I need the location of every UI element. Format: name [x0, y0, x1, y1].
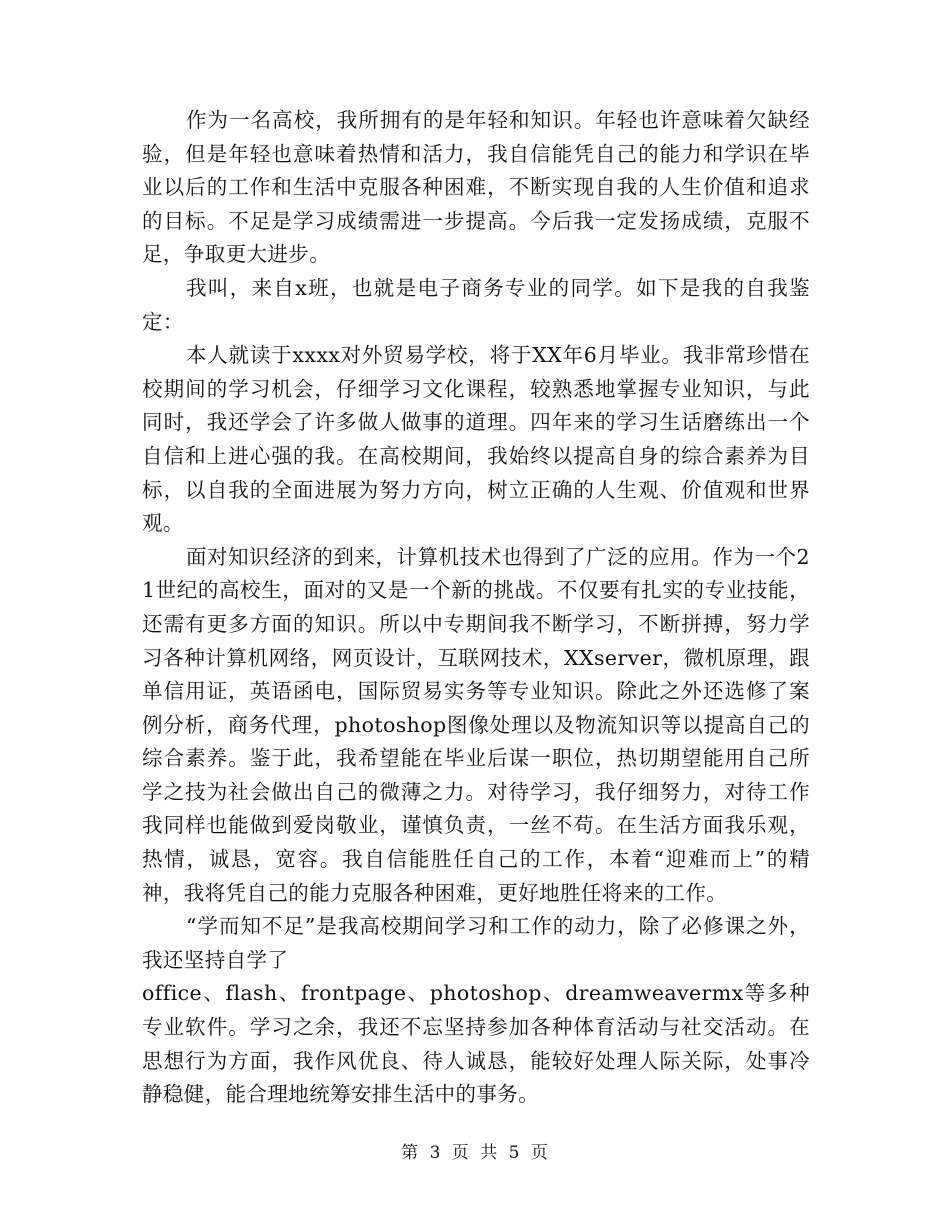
paragraph-2: 我叫，来自x班，也就是电子商务专业的同学。如下是我的自我鉴定： [142, 275, 810, 334]
document-body [142, 104, 810, 1112]
paragraph-6: office、flash、frontpage、photoshop、dreamweavermx等多种专业软件。学习之余，我还不忘坚持参加各种体育活动与社交活动。在思想行为方面，我作风优良、待人诚恳，能较好处理人际关际，处事冷静稳健，能合理地统筹安排生活中的事务。 [142, 981, 810, 1107]
paragraph-4: 面对知识经济的到来，计算机技术也得到了广泛的应用。作为一个21世纪的高校生，面对的又是一个新的挑战。不仅要有扎实的专业技能，还需有更多方面的知识。所以中专期间我不断学习，不断拼搏，努力学习各种计算机网络，网页设计，互联网技术，XXserver，微机原理，跟单信用证，英语函电，国际贸易实务等专业知识。除此之外还选修了案例分析，商务代理，photoshop图像处理以及物流知识等以提高自己的综合素养。鉴于此，我希望能在毕业后谋一职位，热切期望能用自己所学之技为社会做出自己的微薄之力。对待学习，我仔细努力，对待工作我同样也能做到爱岗敬业，谨慎负责，一丝不苟。在生活方面我乐观，热情，诚恳，宽容。我自信能胜任自己的工作，本着“迎难而上”的精神，我将凭自己的能力克服各种困难，更好地胜任将来的工作。 [142, 544, 810, 905]
paragraph-1: 作为一名高校，我所拥有的是年轻和知识。年轻也许意味着欠缺经验，但是年轻也意味着热情和活力，我自信能凭自己的能力和学识在毕业以后的工作和生活中克服各种困难，不断实现自我的人生价值和追求的目标。不足是学习成绩需进一步提高。今后我一定发扬成绩，克服不足，争取更大进步。 [142, 108, 810, 267]
paragraph-3: 本人就读于xxxx对外贸易学校，将于XX年6月毕业。我非常珍惜在校期间的学习机会，仔细学习文化课程，较熟悉地掌握专业知识，与此同时，我还学会了许多做人做事的道理。四年来的学习生话磨练出一个自信和上进心强的我。在高校期间，我始终以提高自身的综合素养为目标，以自我的全面进展为努力方向，树立正确的人生观、价值观和世界观。 [142, 343, 810, 536]
page-number-footer: 第 3 页 共 5 页 [401, 1143, 549, 1163]
paragraph-5: “学而知不足”是我高校期间学习和工作的动力，除了必修课之外，我还坚持自学了 [142, 914, 810, 972]
